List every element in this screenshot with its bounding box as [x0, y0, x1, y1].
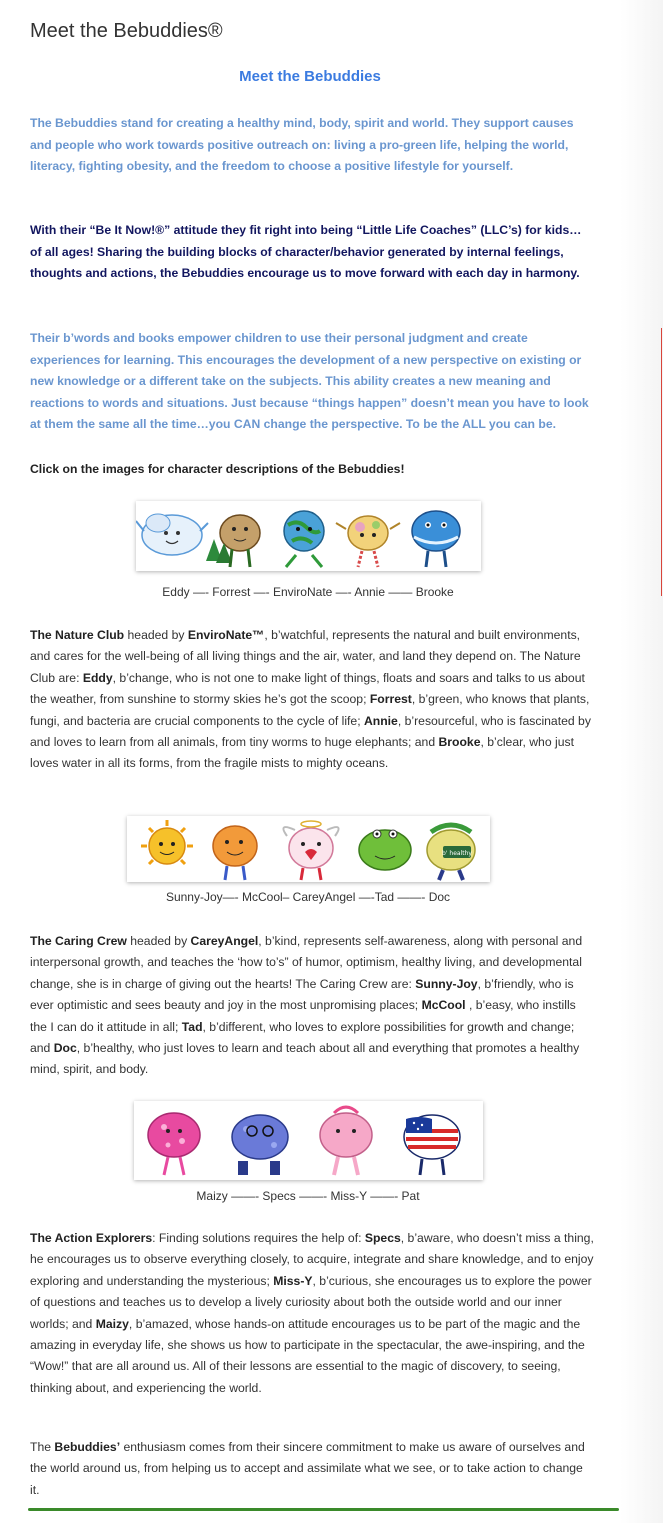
nature-club-text: , b’watchful, represents the natural and built environments, and cares for the well-being of all living things and the air, water, and land they depend on. The Nature Club are: — [30, 628, 581, 685]
sunny-joy-character — [141, 820, 193, 864]
member-name: Maizy — [95, 1316, 129, 1331]
action-explorers-name: The Action Explorers — [30, 1231, 153, 1245]
careyangel-character — [283, 821, 338, 880]
intro-paragraph-2: With their “Be It Now!®” attitude they fit right into being “Little Life Coaches” (LLC’s) for kids… of all ages! Sharing the building blocks of character/behavior generated by internal feelings, thoughts and actions, the Bebuddies encourage us to move forward with each day in harmony. — [30, 223, 582, 281]
brooke-character — [412, 511, 460, 567]
caring-crew-text: , b’different, who loves to explore possibilities for growth and change; and — [30, 1019, 575, 1056]
action-explorers-caption: Maizy ——- Specs ——- Miss-Y ——- Pat — [196, 1189, 420, 1203]
action-explorers-text: : Finding solutions requires the help of: — [152, 1231, 365, 1245]
nature-club-text: , b’change, who is not one to make light of things, floats and soars and talks to us about the weather, from sunshine to stormy skies he’s got the scoop; — [30, 670, 585, 707]
caring-crew-name: The Caring Crew — [30, 934, 127, 948]
caring-crew-text: headed by — [126, 934, 191, 948]
doc-character — [427, 825, 475, 880]
member-name: Tad — [181, 1019, 203, 1034]
member-name: Brooke — [438, 735, 481, 750]
member-name: Forrest — [369, 692, 412, 707]
forrest-character — [206, 515, 260, 567]
action-explorers-text: , b’curious, she encourages us to explore the power of questions and teaches us to develop a lively curiosity about both the outside world and our inner worlds; and — [30, 1273, 592, 1331]
action-explorers-text: , b’aware, who doesn’t miss a thing, he encourages us to observe everything closely, to acquire, integrate and share knowledge, and to enjoy exploring and understanding the mysterious; — [30, 1231, 594, 1288]
member-name: Doc — [53, 1041, 77, 1056]
member-name: Sunny-Joy — [415, 976, 478, 991]
intro-paragraph-1: The Bebuddies stand for creating a healthy mind, body, spirit and world. They support causes and people who work towards positive outreach on: living a pro-green life, helping the world, literacy, fighting obesity, and the freedom to choose a positive lifestyle for yourself. — [30, 116, 574, 174]
caring-crew-caption: Sunny-Joy—- McCool– CareyAngel —-Tad ——- Doc — [165, 890, 451, 904]
member-name: Specs — [364, 1231, 401, 1245]
action-explorers-image[interactable] — [134, 1101, 483, 1180]
action-explorers-illustration — [134, 1101, 483, 1180]
member-name: Eddy — [82, 670, 113, 685]
annie-character — [336, 516, 400, 567]
pat-character — [404, 1115, 460, 1175]
intro-paragraph-3: Their b’words and books empower children to use their personal judgment and create experiences for learning. This encourages the development of a new perspective on existing or new knowledge or a different take on the subjects. This ability creates a new meaning and reactions to words and situations. Just because “things happen” doesn’t mean you have to look at them the same all the time…you CAN change the perspective. To be the ALL you can be. — [30, 331, 589, 432]
action-explorers-text: , b’amazed, whose hands-on attitude encourages us to be part of the magic and the amazing in everyday life, she shows us how to participate in the spectacular, the awe-inspiring, and the “Wow!” that are all around us. All of their lessons are essential to the magic of discovery, to seeing, thinking about, and experiencing the world. — [30, 1316, 585, 1395]
action-explorers-description — [30, 1228, 595, 1399]
click-instruction: Click on the images for character descriptions of the Bebuddies! — [30, 462, 405, 476]
scroll-edge-marker — [661, 328, 662, 596]
caring-crew-text: , b’healthy, who just loves to learn and teach about all and everything that promotes a healthy mind, spirit, and body. — [30, 1041, 580, 1077]
environate-character — [284, 511, 324, 567]
caring-crew-image[interactable] — [127, 816, 490, 882]
caring-crew-description — [30, 931, 595, 1081]
caring-crew-illustration — [127, 816, 490, 882]
nature-club-name: The Nature Club — [30, 628, 125, 642]
caring-crew-text: , b’friendly, who is ever optimistic and sees beauty and joy in the most unpromising places; — [30, 976, 574, 1013]
bottom-divider — [28, 1508, 619, 1511]
closing-bebuddies-name: Bebuddies’ — [54, 1440, 121, 1454]
page-title: Meet the Bebuddies® — [30, 20, 223, 42]
nature-club-description — [30, 625, 595, 775]
section-heading: Meet the Bebuddies — [239, 68, 381, 85]
doc-sign-text: b' healthy — [442, 850, 472, 857]
member-name: Annie — [363, 713, 398, 728]
closing-text: enthusiasm comes from their sincere commitment to make us aware of ourselves and the world around us, from helping us to accept and assimilate what we see, or to take action to change it. — [30, 1440, 585, 1497]
closing-paragraph — [30, 1437, 595, 1501]
nature-club-text: headed by — [124, 628, 188, 642]
caring-crew-text: , b’easy, who instills the I can do it attitude in all; — [30, 998, 576, 1034]
nature-club-caption: Eddy —- Forrest —- EnviroNate —- Annie —— Brooke — [162, 585, 454, 599]
eddy-character — [136, 514, 208, 555]
specs-character — [232, 1115, 288, 1175]
member-name: Miss-Y — [273, 1273, 313, 1288]
caring-crew-leader: CareyAngel — [190, 934, 259, 948]
nature-club-text: , b’green, who knows that plants, fungi, and bacteria are crucial components to the cycle of life; — [30, 692, 590, 728]
closing-text: The — [30, 1440, 55, 1454]
nature-club-illustration — [136, 501, 481, 571]
caring-crew-text: , b’kind, represents self-awareness, along with personal and interpersonal growth, and teaches the ‘how to’s” of humor, optimism, healthy living, and developmental change, she is in charge of giving out the hearts! The Caring Crew are: — [30, 934, 583, 991]
nature-club-text: , b’resourceful, who is fascinated by and loves to learn from all animals, from tiny worms to huge elephants; and — [30, 713, 591, 750]
mccool-character — [213, 826, 257, 880]
maizy-character — [148, 1113, 200, 1175]
nature-club-text: , b’clear, who just loves water in all its forms, from the fragile mists to mighty oceans. — [30, 735, 574, 771]
nature-club-image[interactable] — [136, 501, 481, 571]
page-edge-shade — [620, 0, 663, 1523]
member-name: McCool — [421, 998, 469, 1013]
nature-club-leader: EnviroNate™ — [187, 628, 265, 642]
miss-y-character — [320, 1107, 372, 1175]
tad-character — [359, 830, 411, 870]
